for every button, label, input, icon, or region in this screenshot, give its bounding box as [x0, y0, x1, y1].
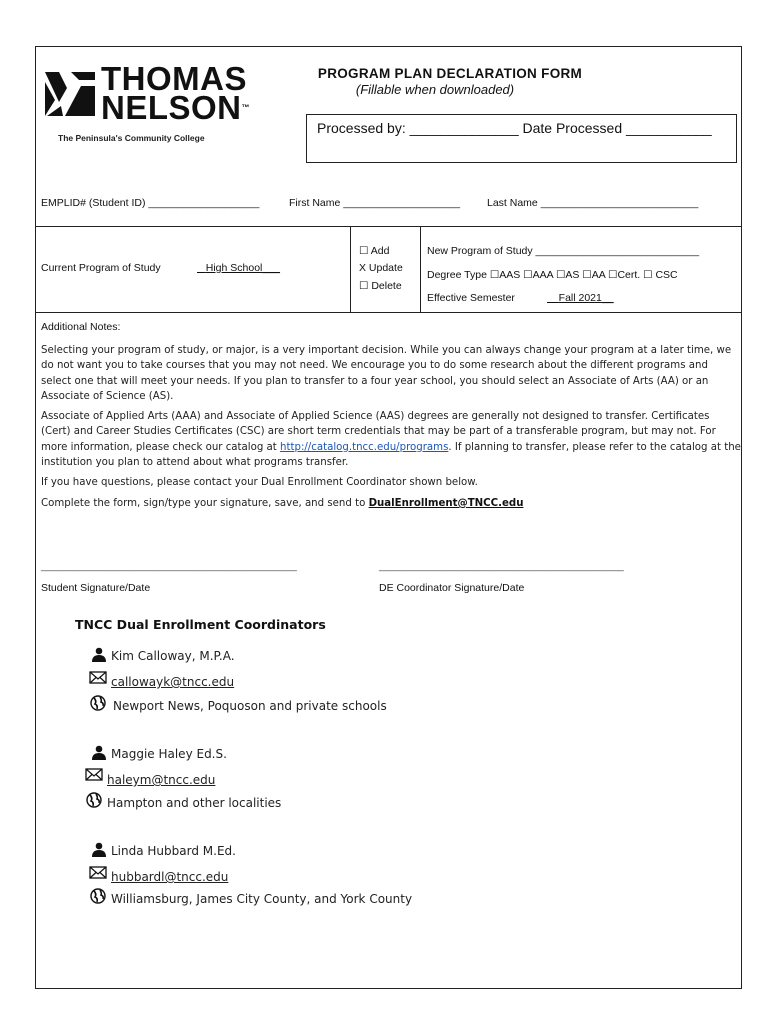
coordinator-signature-line[interactable]: ____________________________________________ — [379, 561, 624, 572]
logo-line-1: THOMAS — [101, 60, 247, 97]
coordinator-name: Linda Hubbard M.Ed. — [111, 844, 236, 858]
person-icon — [90, 842, 108, 858]
notes-paragraph-2 — [41, 409, 741, 470]
divider — [35, 226, 742, 227]
coordinator-signature-label: DE Coordinator Signature/Date — [379, 582, 525, 594]
notes-p2-text: Associate of Applied Arts (AAA) and Associate of Applied Science (AAS) degrees are generally not designed to transfer. Certificates (Cert) and Career Studies Certificates (CSC) are short term credentials that may be part of a transferable program, but may not. For more information, please check our catalog at — [41, 411, 716, 453]
divider — [420, 226, 421, 312]
coordinator-area: Williamsburg, James City County, and York County — [111, 892, 413, 906]
student-signature-line[interactable]: ______________________________________________ — [41, 561, 297, 572]
first-name-field[interactable]: First Name ____________________ — [289, 197, 461, 209]
student-signature-label: Student Signature/Date — [41, 582, 151, 594]
coordinator-name: Kim Calloway, M.P.A. — [111, 649, 235, 663]
globe-icon — [85, 792, 103, 808]
effective-semester-label: Effective Semester — [427, 292, 515, 304]
last-name-field[interactable]: Last Name ___________________________ — [487, 197, 699, 209]
coordinator-email[interactable]: callowayk@tncc.edu — [111, 675, 235, 689]
coordinator-area: Hampton and other localities — [107, 796, 282, 810]
notes-p2-tail: . If planning to transfer, please refer to the catalog at the institution you plan to attend about what programs transfer. — [41, 441, 741, 469]
update-checkbox[interactable]: X Update — [359, 262, 403, 274]
catalog-link[interactable]: http://catalog.tncc.edu/programs — [280, 441, 449, 453]
current-program-value[interactable]: High School — [205, 262, 263, 274]
notes-p4-text: Complete the form, sign/type your signature, save, and send to — [41, 497, 369, 509]
coordinators-heading: TNCC Dual Enrollment Coordinators — [75, 617, 326, 632]
logo-trademark: ™ — [241, 103, 251, 112]
logo-wordmark — [101, 60, 251, 126]
delete-checkbox[interactable]: ☐ Delete — [359, 280, 402, 292]
logo-line-2: NELSON — [101, 89, 242, 126]
effective-semester-trail: __ — [601, 292, 614, 304]
coordinator-area: Newport News, Poquoson and private schools — [113, 699, 387, 713]
globe-icon — [89, 695, 107, 711]
dual-enrollment-email-link[interactable]: DualEnrollment@TNCC.edu — [368, 497, 524, 509]
globe-icon — [89, 888, 107, 904]
coordinator-name: Maggie Haley Ed.S. — [111, 747, 227, 761]
degree-type-options[interactable]: Degree Type ☐AAS ☐AAA ☐AS ☐AA ☐Cert. ☐ CSC — [427, 269, 678, 281]
envelope-icon — [89, 865, 107, 881]
divider — [35, 312, 742, 313]
new-program-field[interactable]: New Program of Study ____________________________ — [427, 245, 700, 257]
person-icon — [90, 647, 108, 663]
current-program-trail: ___ — [262, 262, 280, 274]
effective-semester-value[interactable]: Fall 2021 — [558, 292, 602, 304]
logo-tagline: The Peninsula's Community College — [58, 133, 205, 143]
current-program-label: Current Program of Study — [41, 262, 161, 274]
divider — [350, 226, 351, 312]
notes-body — [41, 343, 741, 516]
notes-paragraph-1: Selecting your program of study, or major, is a very important decision. While you can always change your program at a later time, we do not want you to take courses that you may not need. We encourage you to do some research about the different programs and select one that will meet your needs. If you plan to transfer to a four year school, you should select an Associate of Arts (AA) or an Associate of Science (AS). — [41, 345, 732, 402]
processed-by-label: Processed by: ______________ Date Processed ___________ — [317, 120, 712, 136]
form-subtitle: (Fillable when downloaded) — [355, 82, 515, 97]
tnc-logo-icon — [45, 72, 95, 116]
form-title: PROGRAM PLAN DECLARATION FORM — [317, 66, 583, 81]
coordinator-email[interactable]: haleym@tncc.edu — [107, 773, 216, 787]
notes-paragraph-3: If you have questions, please contact your Dual Enrollment Coordinator shown below. — [41, 477, 478, 489]
emplid-field[interactable]: EMPLID# (Student ID) ___________________ — [41, 197, 260, 209]
processed-box — [306, 114, 737, 163]
envelope-icon — [89, 670, 107, 686]
notes-heading: Additional Notes: — [41, 321, 121, 333]
envelope-icon — [85, 767, 103, 783]
add-checkbox[interactable]: ☐ Add — [359, 245, 390, 257]
coordinator-email[interactable]: hubbardl@tncc.edu — [111, 870, 229, 884]
notes-paragraph-4 — [41, 496, 741, 511]
person-icon — [90, 745, 108, 761]
